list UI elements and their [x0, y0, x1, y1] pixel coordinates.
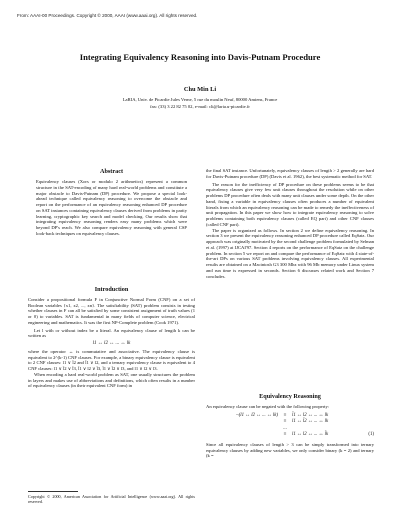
header-copyright-note: From: AAAI-00 Proceedings. Copyright © 2000, AAAI (www.aaai.org). All rights reserved. — [17, 13, 198, 18]
author-name: Chu Min Li — [183, 86, 217, 93]
negation-equations — [206, 413, 374, 439]
equivalency-reasoning-heading: Equivalency Reasoning — [259, 393, 321, 400]
affiliation-line-1: LaRIA, Univ. de Picardie Jules Verne, 5 rue du moulin Neuf, 80000 Amiens, France — [122, 97, 278, 102]
equivalency-intro-text: An equivalency clause can be negated with the following property: — [206, 403, 330, 409]
equation-lhs: ¬(l1 ↔ l2 ↔ ... ↔ lk) — [235, 412, 278, 418]
abstract-section — [28, 168, 195, 237]
negation-equation-row — [206, 419, 374, 426]
equation-op: ≡ — [283, 419, 287, 425]
equation-op: ≡ — [283, 432, 287, 438]
footnote-text: Copyright © 2000, American Association for Artificial Intelligence (www.aaai.org). All rights reserved. — [28, 494, 195, 505]
intro-paragraph-4: When encoding a hard real-world problem as SAT, one usually structures the problem in layers and makes use of abbreviations and definitions, which often results in a number of equivalency clauses (in their equivalent CNF form) in — [28, 371, 195, 389]
equation-rhs: l1 ↔ l2 ↔ ... ↔ l̄k — [292, 432, 329, 438]
copyright-footnote — [28, 491, 195, 504]
equation-lhs — [206, 426, 278, 433]
intro-heading: Introduction — [94, 286, 129, 293]
right-paragraph-1: the final SAT instance. Unfortunately, equivalency clauses of length > 2 generally are hard for Davis-Putnam procedure (DP) (Davis et al. 1962), the best systematic method for SAT. — [206, 168, 374, 179]
equivalency-clause-formula: l1 ↔ l2 ↔ ... ↔ lk — [92, 341, 131, 346]
equation-num — [360, 426, 374, 433]
right-paragraph-2: The reason for the inefficiency of DP procedure on these problems seems to be that equivalency clauses give very few unit clauses throughout the resolution while on other problems DP procedure often deals with many unit clauses under some depth. On the other hand, fixing a variable in equivalency clauses often produces a number of equivalent literals from which an equivalency reasoning can be made to remedy the ineffectiveness of unit propagation. In this paper we show how to integrate equivalency reasoning to solve problems containing both equivalency clauses (called EQ part) and other CNF clauses (called CNF part). — [206, 181, 374, 227]
intro-paragraph-3: where the operator ↔ is commutative and associative. The equivalency clause is equivalent to 2^(k-1) CNF clauses. For example, a binary equivalency clause is equivalent to 2 CNF clauses: l1 ∨ l̄2 and l̄1 ∨ l2, and a ternary equivalency clause is equivalent to 4 CNF clauses: l1 ∨ l̄2 ∨ l̄3, l̄1 ∨ l2 ∨ l̄3, l̄1 ∨ l̄2 ∨ l3, and l1 ∨ l2 ∨ l3. — [28, 348, 195, 371]
negation-equation-row — [206, 413, 374, 420]
abstract-text: Equivalency clauses (Xors or modulo 2 arithmetics) represent a common structure in the SAT-encoding of many hard real-world problems and constitute a major obstacle to Davis-Putnam (DP) procedure. We propose a special look-ahead technique called equivalency reasoning to overcome the obstacle and report on the performance of an equivalency reasoning enhanced DP procedure on SAT instances containing equivalency clauses derived from problems in parity learning, cryptographic key search and model checking. Our results show that integrating equivalency reasoning renders easy many problems which were beyond DP's reach. We also compare equivalency reasoning with general CSP look-back techniques on equivalency clauses. — [36, 179, 187, 236]
equation-rhs: l̄1 ↔ l2 ↔ ... ↔ lk — [292, 412, 329, 418]
equivalency-reasoning-section — [206, 394, 374, 459]
equation-lhs — [206, 432, 278, 439]
equation-rhs: l1 ↔ l̄2 ↔ ... ↔ lk — [292, 419, 329, 425]
right-paragraph-3: The paper is organized as follows. In section 2 we define equivalency reasoning. In section 3 we present the equivalency reasoning enhanced DP procedure called EqSatz. Our approach was originally motivated by the second challenge problem formulated by Selman et al. (1997) at IJCAI'97. Section 4 reports on the performance of EqSatz on the challenge problem. In section 5 we report on and compare the performance of EqSatz with 4 state-of-the-art DPs on various SAT problems involving equivalency clauses. All experimental results are obtained on a Macintosh G3 300 Mhz with 96 Mb memory under Linux system and run time is expressed in seconds. Section 6 discusses related work and Section 7 concludes. — [206, 227, 374, 279]
intro-paragraph-1: Consider a propositional formula F in Conjunctive Normal Form (CNF) on a set of Boolean variables {x1, x2, ..., xn}. The satisfiability (SAT) problem consists in testing whether clauses in F can all be satisfied by some consistent assignment of truth values (1 or 0) to variables. SAT is fundamental in many fields of computer science, electrical engineering and mathematics. It was the first NP-Complete problem (Cook 1971). — [28, 296, 195, 325]
equation-op: ... — [283, 425, 287, 431]
equation-num — [360, 413, 374, 420]
equation-num — [360, 419, 374, 426]
equation-op: ≡ — [283, 412, 287, 418]
equivalency-after-text: Since all equivalency clauses of length > 3 can be simply transformed into ternary equivalency clauses by adding new variables, we only consider binary (k = 2) and ternary (k = — [206, 441, 374, 459]
equation-num: (1) — [368, 432, 374, 438]
intro-section — [28, 287, 195, 389]
affiliation-line-2: fax: (33) 3 22 82 75 02, e-mail: cli@laria.u-picardie.fr — [150, 104, 250, 109]
right-column — [206, 168, 374, 279]
negation-equation-row — [206, 426, 374, 433]
intro-paragraph-2: Let l with or without index be a literal. An equivalency clause of length k can be written as — [28, 327, 195, 339]
paper-title: Integrating Equivalency Reasoning into Davis-Putnam Procedure — [79, 52, 321, 62]
negation-equation-row — [206, 432, 374, 439]
abstract-heading: Abstract — [99, 168, 124, 175]
equation-lhs — [206, 419, 278, 426]
footnote-rule — [28, 491, 78, 492]
